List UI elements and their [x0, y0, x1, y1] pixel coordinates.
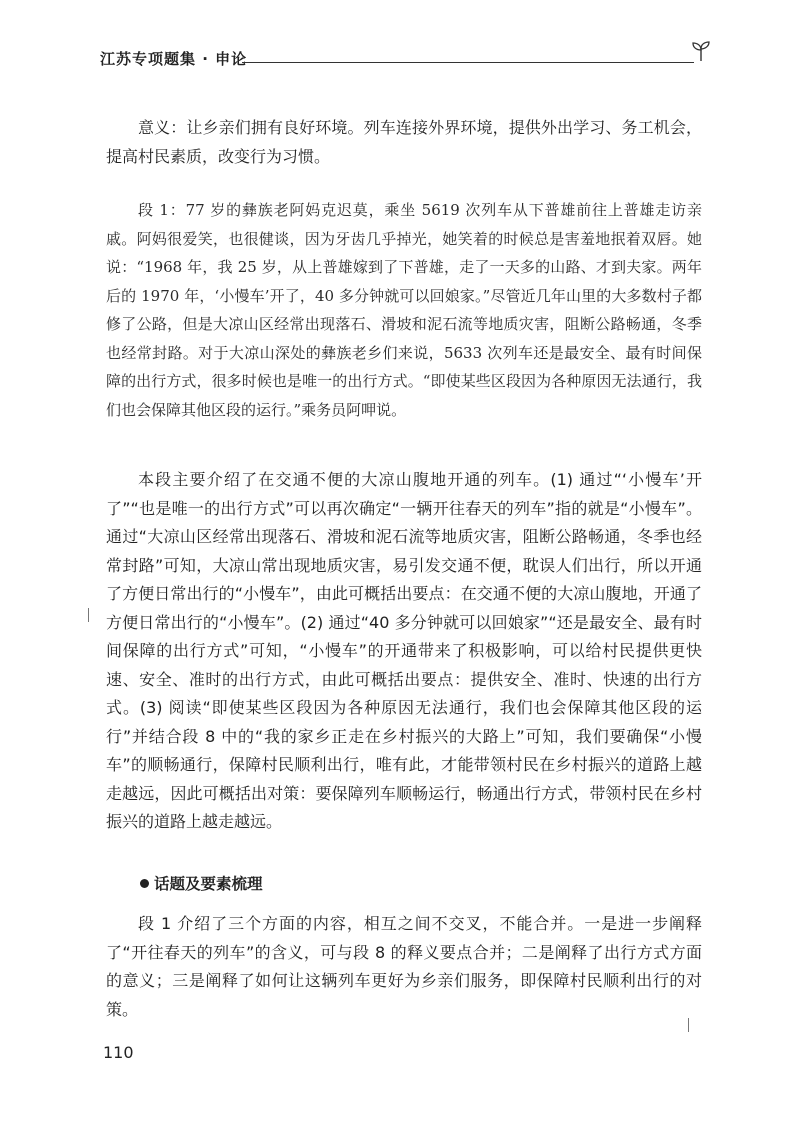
running-header [100, 48, 712, 72]
sprout-icon [690, 40, 712, 62]
topic-heading-text: 话题及要素梳理 [154, 875, 263, 893]
paragraph-meaning: 意义：让乡亲们拥有良好环境。列车连接外界环境，提供外出学习、务工机会，提高村民素质，改变行为习惯。 [106, 118, 702, 166]
scan-artifact-right [688, 1018, 689, 1032]
header-title: 江苏专项题集 · 申论 [100, 50, 248, 68]
topic-heading [140, 872, 263, 894]
paragraph-topic: 段 1 介绍了三个方面的内容，相互之间不交叉，不能合并。一是进一步阐释了“开往春天的列车”的含义，可与段 8 的释义要点合并；二是阐释了出行方式方面的意义；三是阐释了如何让这辆列车更好为乡亲们服务，即保障村民顺利出行的对策。 [106, 914, 702, 1019]
paragraph-segment-1: 段 1：77 岁的彝族老阿妈克迟莫，乘坐 5619 次列车从下普雄前往上普雄走访亲戚。阿妈很爱笑，也很健谈，因为牙齿几乎掉光，她笑着的时候总是害羞地抿着双唇。她说：“1968 年，我 25 岁，从上普雄嫁到了下普雄，走了一天多的山路、才到夫家。两年后的 1970 年，‘小慢车’开了，40 多分钟就可以回娘家。”尽管近几年山里的大多数村子都修了公路，但是大凉山区经常出现落石、滑坡和泥石流等地质灾害，阻断公路畅通，冬季也经常封路。对于大凉山深处的彝族老乡们来说，5633 次列车还是最安全、最有时间保障的出行方式，很多时候也是唯一的出行方式。“即使某些区段因为各种原因无法通行，我们也会保障其他区段的运行。”乘务员阿呷说。 [106, 201, 702, 419]
header-rule [242, 62, 694, 63]
bullet-icon [140, 879, 149, 888]
paragraph-analysis: 本段主要介绍了在交通不便的大凉山腹地开通的列车。(1) 通过“‘小慢车’开了”“也是唯一的出行方式”可以再次确定“一辆开往春天的列车”指的就是“小慢车”。通过“大凉山区经常出现落石、滑坡和泥石流等地质灾害，阻断公路畅通，冬季也经常封路”可知，大凉山常出现地质灾害，易引发交通不便，耽误人们出行，所以开通了方便日常出行的“小慢车”，由此可概括出要点：在交通不便的大凉山腹地，开通了方便日常出行的“小慢车”。(2) 通过“40 多分钟就可以回娘家”“还是最安全、最有时间保障的出行方式”可知，“小慢车”的开通带来了积极影响，可以给村民提供更快速、安全、准时的出行方式，由此可概括出要点：提供安全、准时、快速的出行方式。(3) 阅读“即使某些区段因为各种原因无法通行，我们也会保障其他区段的运行”并结合段 8 中的“我的家乡正走在乡村振兴的大路上”可知，我们要确保“小慢车”的顺畅通行，保障村民顺利出行，唯有此，才能带领村民在乡村振兴的道路上越走越远，因此可概括出对策：要保障列车顺畅运行，畅通出行方式，带领村民在乡村振兴的道路上越走越远。 [106, 470, 702, 831]
scan-artifact-left [88, 608, 89, 622]
page-number: 110 [103, 1043, 134, 1062]
